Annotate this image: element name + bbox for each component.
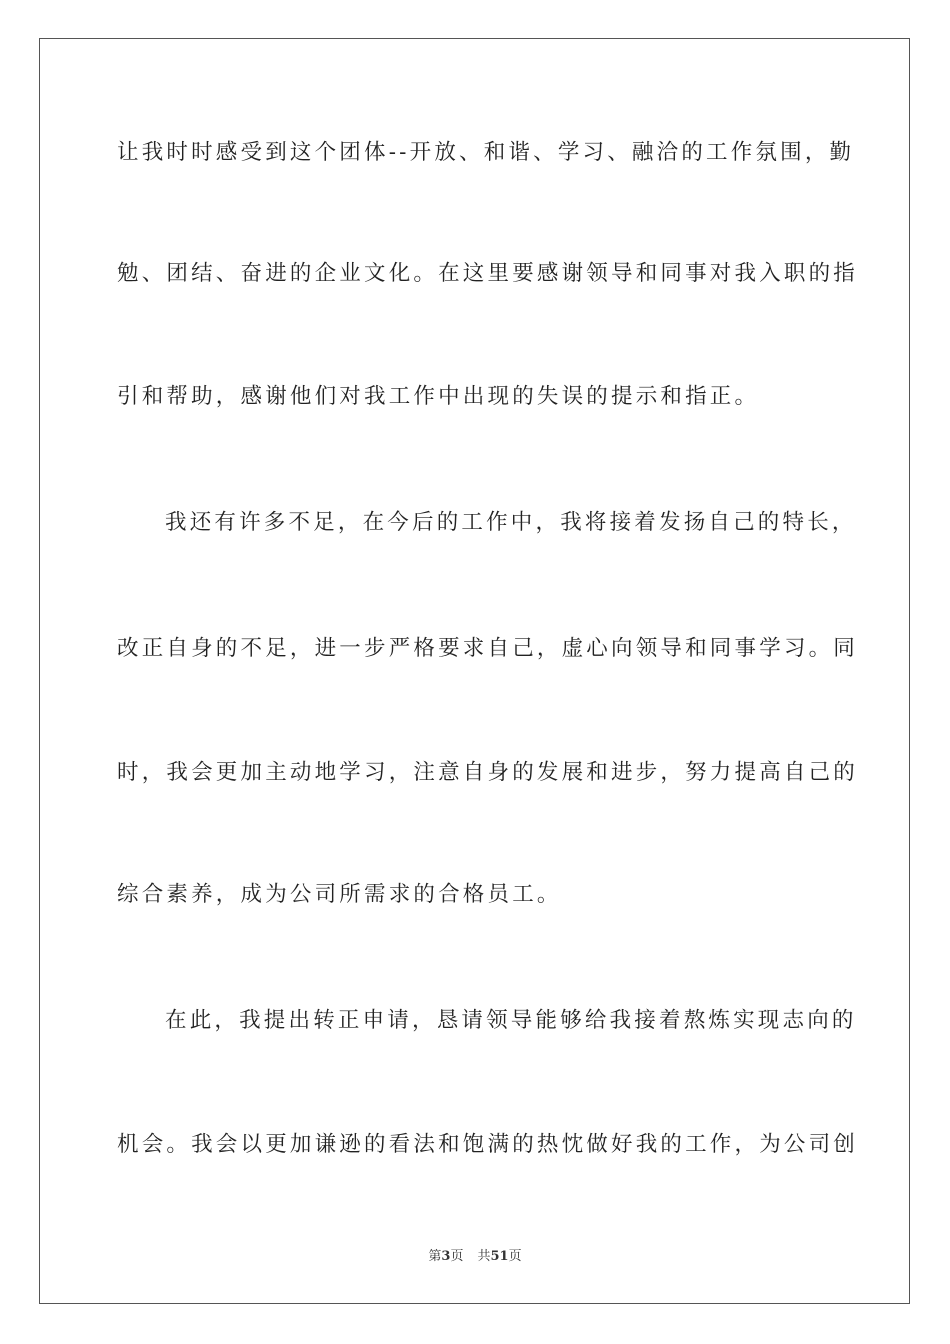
body-text-line-8-paragraph-start: 在此，我提出转正申请，恳请领导能够给我接着熬炼实现志向的 [165,1008,857,1033]
page-border [39,38,910,1304]
page-suffix: 页 [450,1249,464,1264]
body-text-line-9: 机会。我会以更加谦逊的看法和饱满的热忱做好我的工作，为公司创 [117,1132,859,1157]
body-text-line-2: 勉、团结、奋进的企业文化。在这里要感谢领导和同事对我入职的指 [117,261,859,286]
body-text-line-1: 让我时时感受到这个团体--开放、和谐、学习、融洽的工作氛围，勤 [117,140,855,165]
body-text-line-5: 改正自身的不足，进一步严格要求自己，虚心向领导和同事学习。同 [117,636,859,661]
page-number: 3 [441,1249,451,1264]
body-text-line-4-paragraph-start: 我还有许多不足，在今后的工作中，我将接着发扬自己的特长， [165,510,857,535]
total-prefix: 共 [477,1249,491,1264]
body-text-line-6: 时，我会更加主动地学习，注意自身的发展和进步，努力提高自己的 [117,760,859,785]
total-suffix: 页 [508,1249,522,1264]
page-footer [0,1247,950,1267]
page-prefix: 第 [428,1249,442,1264]
body-text-line-3: 引和帮助，感谢他们对我工作中出现的失误的提示和指正。 [117,384,760,409]
total-pages: 51 [490,1249,509,1264]
body-text-line-7: 综合素养，成为公司所需求的合格员工。 [117,882,562,907]
